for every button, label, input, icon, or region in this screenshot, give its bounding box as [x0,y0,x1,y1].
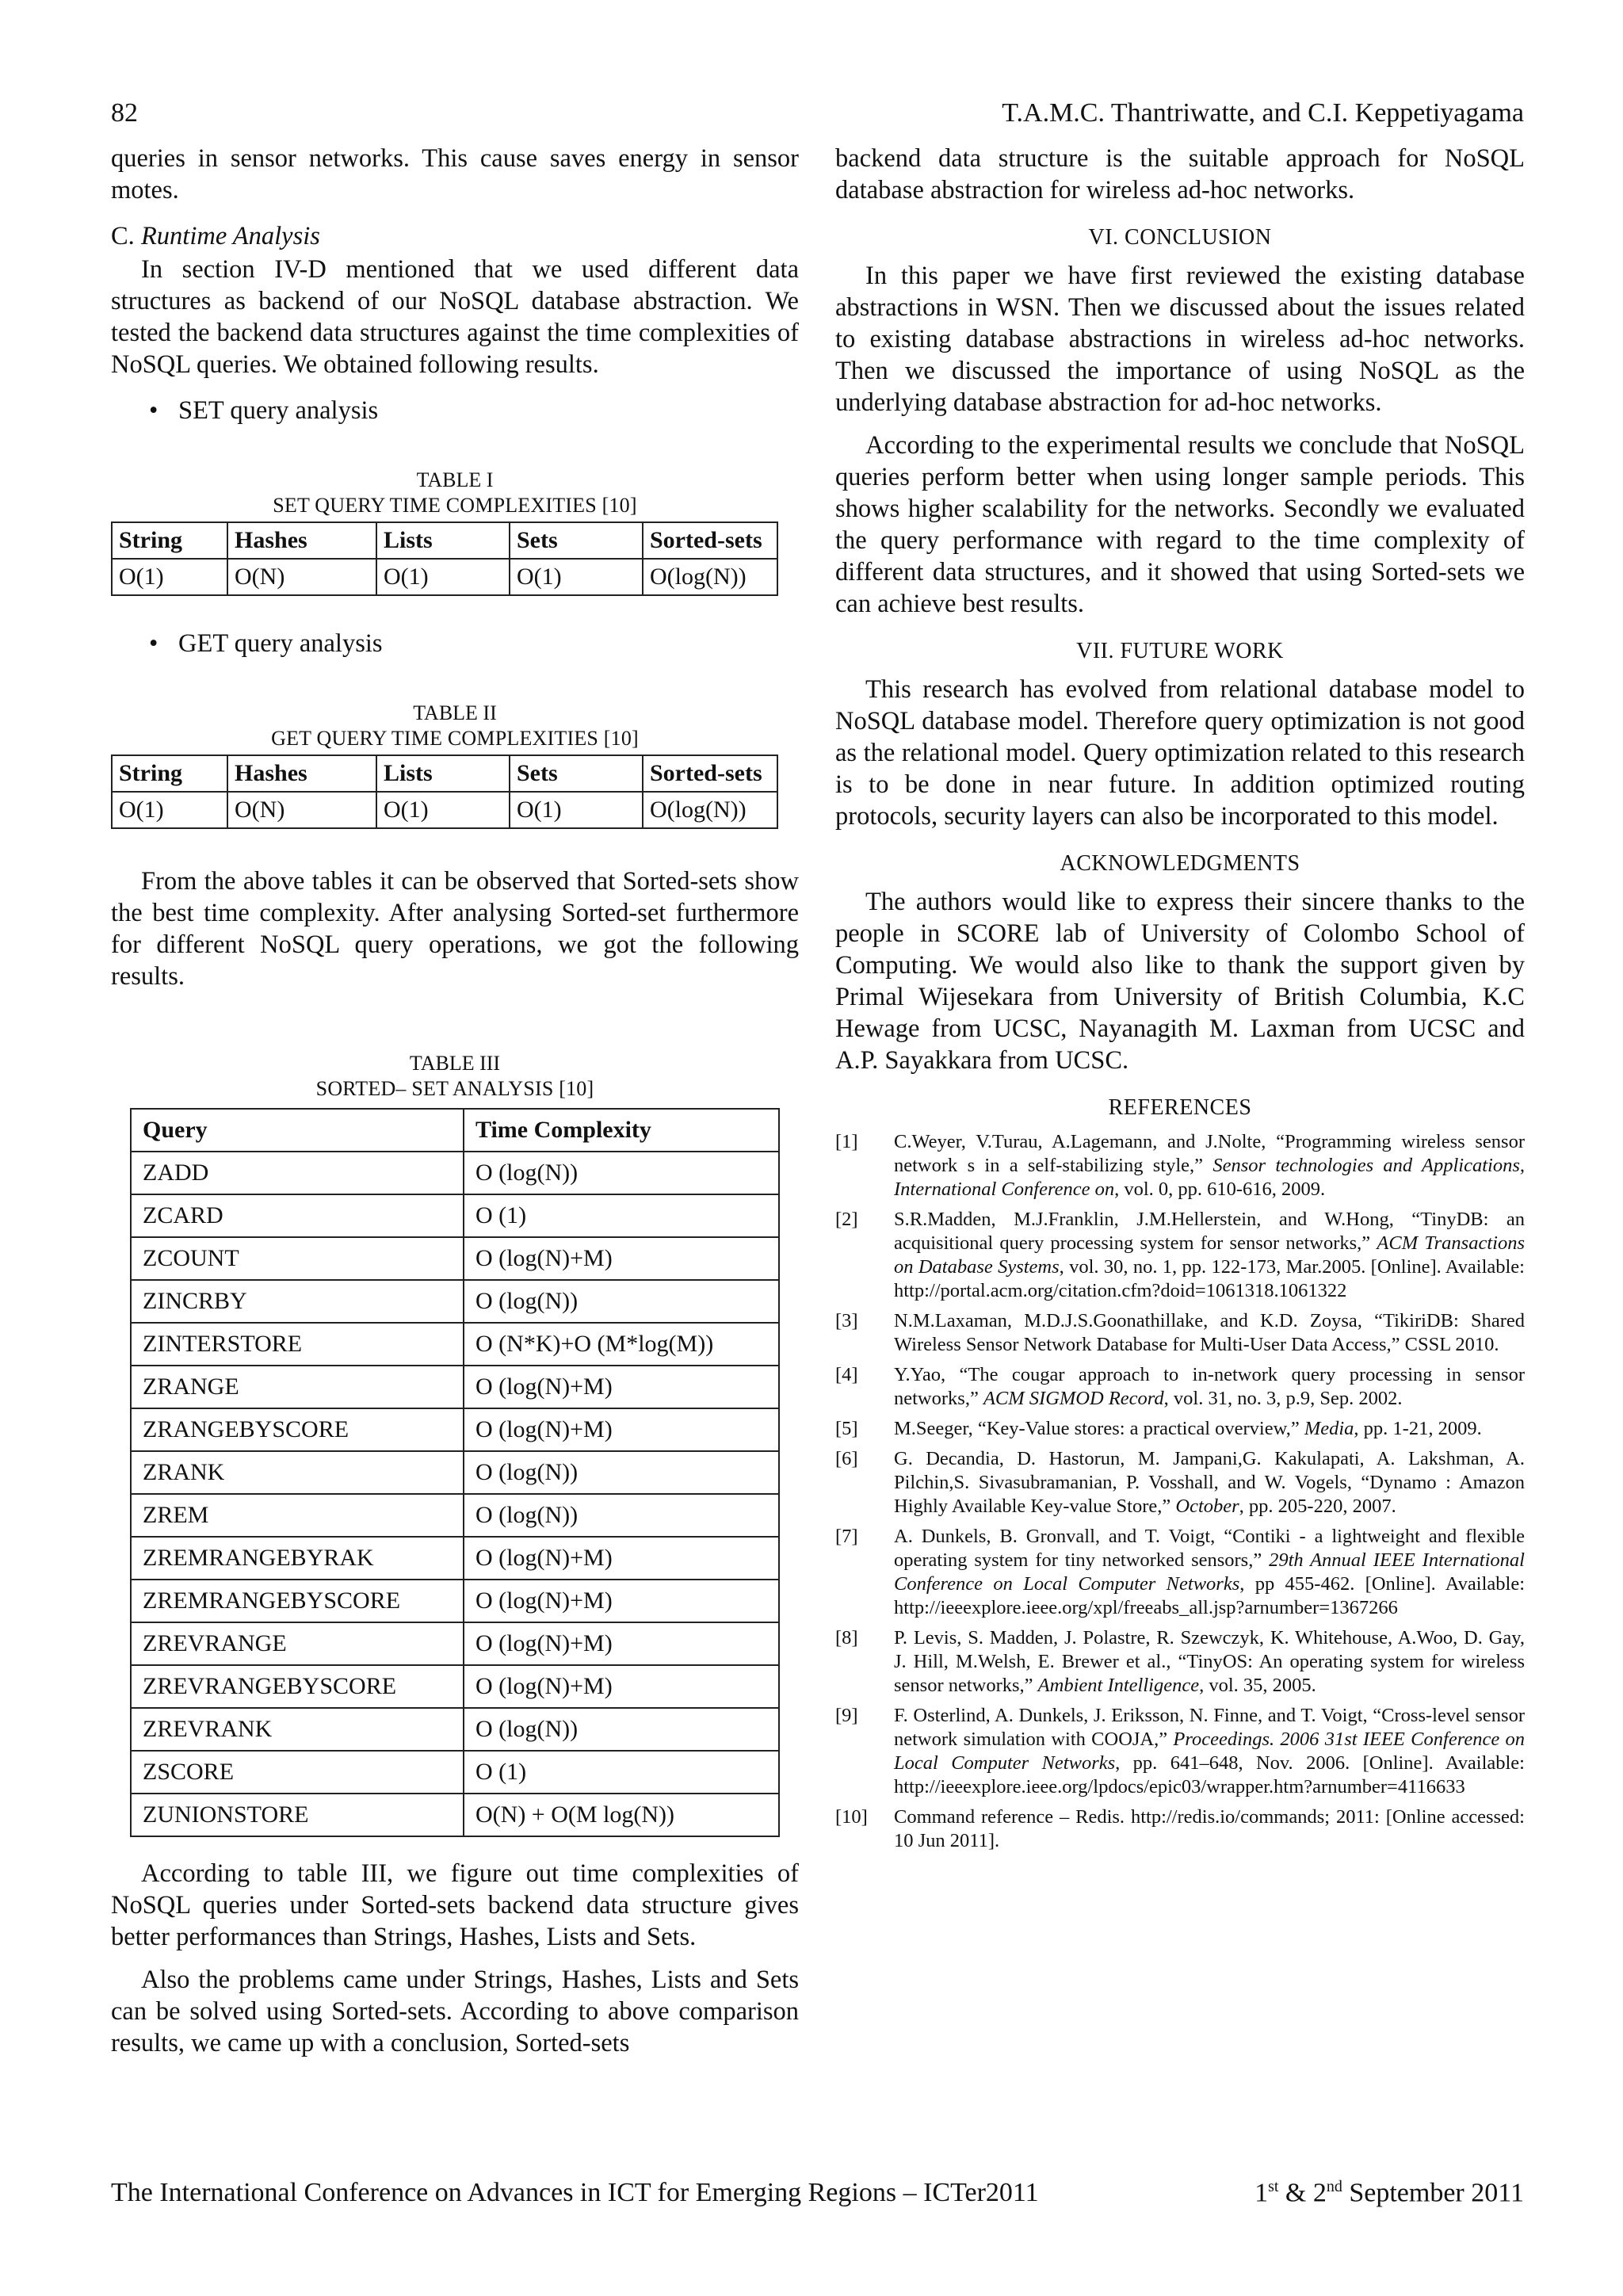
table-cell: Hashes [227,522,376,559]
reference-number: [8] [835,1627,858,1648]
reference-item [835,1130,1525,1201]
table-cell: O (1) [464,1194,779,1237]
table-cell: O (log(N)+M) [464,1408,779,1451]
table-cell: String [112,522,227,559]
table-cell: ZREMRANGEBYSCORE [131,1580,464,1622]
table-cell: ZRANGE [131,1366,464,1408]
running-header-authors: T.A.M.C. Thantriwatte, and C.I. Keppetiyagama [1002,98,1524,128]
reference-text: F. Osterlind, A. Dunkels, J. Eriksson, N. Finne, and T. Voigt, “Cross-level sensor network simulation with COOJA,” [894,1705,1525,1750]
table-row [131,1708,779,1751]
table-cell: O(log(N)) [643,559,777,595]
date-sup2: nd [1326,2178,1342,2195]
table-cell: ZREM [131,1494,464,1537]
table-cell: Lists [376,755,510,792]
table-cell: O (log(N)+M) [464,1665,779,1708]
table-subtitle: SET QUERY TIME COMPLEXITIES [10] [273,494,637,517]
reference-text: Y.Yao, “The cougar approach to in-network query processing in sensor networks,” [894,1364,1525,1409]
reference-item [835,1309,1525,1357]
page-number: 82 [111,98,138,128]
table-cell: O(1) [510,559,643,595]
table-sorted-set-analysis [130,1108,780,1837]
table-cell: ZCARD [131,1194,464,1237]
table-cell: O(1) [510,792,643,828]
table-cell: O (log(N)+M) [464,1622,779,1665]
table-subtitle: SORTED– SET ANALYSIS [10] [315,1077,594,1100]
table-cell: O(N) [227,792,376,828]
section-heading-references: REFERENCES [1108,1095,1252,1120]
table-row [131,1622,779,1665]
reference-number: [3] [835,1310,858,1331]
table-row [131,1494,779,1537]
table-cell: Lists [376,522,510,559]
table-caption: TABLE I [416,468,494,491]
paragraph: This research has evolved from relational database model to NoSQL database model. Therefore query optimization is not good as the relational model. Query optimization related to this research is to be done in near future. In addition optimized routing protocols, security layers can also be incorporated to this model. [835,675,1525,831]
table-cell: O (1) [464,1751,779,1794]
table-row [131,1580,779,1622]
table-caption: TABLE III [409,1052,501,1075]
reference-list [835,1130,1525,1853]
reference-text: Ambient Intelligence [1037,1675,1200,1696]
bullet-list [111,395,799,426]
reference-item [835,1447,1525,1519]
table-cell: O(1) [112,559,227,595]
reference-item [835,1805,1525,1853]
table-cell: O(N) + O(M log(N)) [464,1794,779,1836]
subsection-heading [111,220,799,252]
table-row [131,1537,779,1580]
table-cell: Sorted-sets [643,755,777,792]
table-row [131,1794,779,1836]
reference-item [835,1417,1525,1441]
table-cell: O (log(N)+M) [464,1537,779,1580]
table-row [131,1323,779,1366]
table-row [131,1194,779,1237]
table-cell: O (log(N)+M) [464,1366,779,1408]
table-cell: O (log(N)) [464,1152,779,1194]
subsection-title: Runtime Analysis [140,222,320,250]
table-row [131,1751,779,1794]
reference-item [835,1525,1525,1620]
table-cell: String [112,755,227,792]
table-get-complexities [111,755,778,829]
footer-date [1254,2178,1524,2208]
paragraph: The authors would like to express their sincere thanks to the people in SCORE lab of University of Colombo School of Computing. We would also like to thank the support given by Primal Wijesekara from University of British Columbia, K.C Hewage from UCSC, Nayanagith M. Laxman from UCSC and A.P. Sayakkara from UCSC. [835,888,1525,1075]
reference-text: , pp. 641–648, Nov. 2006. [Online]. Available: http://ieeexplore.ieee.org/lpdocs/epic03/wrapper.htm?arnumber=4116633 [894,1752,1525,1797]
table-cell: ZRANK [131,1451,464,1494]
table-row [131,1408,779,1451]
date-sup1: st [1268,2178,1279,2195]
table-row [131,1152,779,1194]
paragraph: In this paper we have first reviewed the existing database abstractions in WSN. Then we discussed about the issues related to existing database abstractions in wireless ad-hoc networks. Then we discussed the importance of using NoSQL as the underlying database abstraction for ad-hoc networks. [835,262,1525,417]
reference-text: Command reference – Redis. http://redis.io/commands; 2011: [Online accessed: 10 Jun 2011]. [894,1806,1525,1851]
paragraph: queries in sensor networks. This cause saves energy in sensor motes. [111,144,799,204]
table-body [131,1152,779,1836]
table-cell: ZREVRANK [131,1708,464,1751]
table-row [131,1366,779,1408]
section-heading-conclusion: VI. CONCLUSION [1088,225,1272,250]
paragraph: backend data structure is the suitable approach for NoSQL database abstraction for wireless ad-hoc networks. [835,144,1525,204]
section-heading-acknowledgments: ACKNOWLEDGMENTS [1060,851,1300,876]
date-day2: & 2 [1278,2178,1327,2208]
reference-text: M.Seeger, “Key-Value stores: a practical overview,” [894,1418,1304,1439]
bullet-item: • SET query analysis [111,395,799,426]
table-cell: ZRANGEBYSCORE [131,1408,464,1451]
table-cell: O (log(N)+M) [464,1580,779,1622]
table-cell: ZINTERSTORE [131,1323,464,1366]
table-cell: O (log(N)) [464,1451,779,1494]
reference-number: [5] [835,1418,858,1439]
table-row [112,559,777,595]
table-cell: O(N) [227,559,376,595]
right-column [835,143,1525,1859]
reference-number: [10] [835,1806,868,1828]
table-cell: Time Complexity [464,1109,779,1152]
table-row [112,792,777,828]
table-cell: ZREVRANGEBYSCORE [131,1665,464,1708]
table-cell: Hashes [227,755,376,792]
table-header-row [131,1109,779,1152]
subsection-label: C. [111,222,135,250]
paragraph: According to the experimental results we conclude that NoSQL queries perform better when using longer sample periods. This shows higher scalability for the networks. Secondly we evaluated the query performance with regard to the time complexity of different data structures, and it showed that using Sorted-sets we can achieve best results. [835,431,1525,618]
reference-item [835,1626,1525,1698]
reference-text: P. Levis, S. Madden, J. Polastre, R. Szewczyk, K. Whitehouse, A.Woo, D. Gay, J. Hill, M.Welsh, E. Brewer et al., “TinyOS: An operating system for wireless sensor networks,” [894,1627,1525,1696]
table-cell: O (N*K)+O (M*log(M)) [464,1323,779,1366]
paragraph: From the above tables it can be observed that Sorted-sets show the best time complexity. After analysing Sorted-set furthermore for different NoSQL query operations, we got the following results. [111,867,799,991]
table-cell: ZSCORE [131,1751,464,1794]
reference-number: [4] [835,1364,858,1385]
reference-number: [9] [835,1705,858,1726]
reference-number: [7] [835,1526,858,1547]
reference-text: , vol. 30, no. 1, pp. 122-173, Mar.2005. [Online]. Available: http://portal.acm.org/citation.cfm?doid=1061318.1061322 [894,1256,1525,1301]
date-day1: 1 [1254,2178,1269,2208]
section-heading-future-work: VII. FUTURE WORK [1076,639,1284,663]
table-cell: ZUNIONSTORE [131,1794,464,1836]
table-cell: ZREVRANGE [131,1622,464,1665]
table-cell: O (log(N)) [464,1280,779,1323]
reference-text: , pp. 205-220, 2007. [1239,1496,1396,1517]
table-cell: O(1) [376,792,510,828]
table-cell: ZCOUNT [131,1237,464,1280]
reference-text: , vol. 35, 2005. [1199,1675,1316,1696]
table-cell: O (log(N)+M) [464,1237,779,1280]
reference-text: Proceedings. 2006 31st IEEE Conference on Local Computer Networks [894,1729,1525,1774]
table-header-row [112,522,777,559]
reference-item [835,1208,1525,1303]
paragraph: In section IV-D mentioned that we used different data structures as backend of our NoSQL database abstraction. We tested the backend data structures against the time complexities of NoSQL queries. We obtained following results. [111,255,799,379]
reference-text: 29th Annual IEEE International Conference on Local Computer Networks [894,1549,1525,1595]
reference-text: ACM SIGMOD Record [983,1388,1164,1409]
table-cell: O (log(N)) [464,1708,779,1751]
reference-text: , vol. 0, pp. 610-616, 2009. [1114,1179,1326,1200]
table-caption: TABLE II [413,701,497,724]
reference-text: , pp. 1-21, 2009. [1354,1418,1482,1439]
table-cell: Sorted-sets [643,522,777,559]
bullet-item: • GET query analysis [111,628,799,659]
table-cell: O(1) [376,559,510,595]
paragraph: According to table III, we figure out time complexities of NoSQL queries under Sorted-sets backend data structure gives better performances than Strings, Hashes, Lists and Sets. [111,1859,799,1951]
table-cell: Sets [510,522,643,559]
table-row [131,1237,779,1280]
reference-item [835,1363,1525,1411]
table-cell: Sets [510,755,643,792]
bullet-list [111,628,799,659]
table-header-row [112,755,777,792]
reference-text: , vol. 31, no. 3, p.9, Sep. 2002. [1163,1388,1403,1409]
table-cell: ZINCRBY [131,1280,464,1323]
reference-text: N.M.Laxaman, M.D.J.S.Goonathillake, and K.D. Zoysa, “TikiriDB: Shared Wireless Sensor Network Database for Multi-User Data Access,” CSSL 2010. [894,1310,1525,1355]
reference-text: October [1175,1496,1239,1517]
table-cell: O(log(N)) [643,792,777,828]
reference-text: A. Dunkels, B. Gronvall, and T. Voigt, “Contiki - a lightweight and flexible operating system for tiny networked sensors,” [894,1526,1525,1571]
paragraph: Also the problems came under Strings, Hashes, Lists and Sets can be solved using Sorted-sets. According to above comparison results, we came up with a conclusion, Sorted-sets [111,1966,799,2057]
reference-number: [6] [835,1448,858,1469]
table-cell: Query [131,1109,464,1152]
left-column [111,143,799,2070]
table-row [131,1451,779,1494]
reference-text: , pp 455-462. [Online]. Available: http://ieeexplore.ieee.org/xpl/freeabs_all.jsp?arnumber=1367266 [894,1573,1526,1618]
date-month-year: September 2011 [1342,2178,1524,2208]
reference-item [835,1704,1525,1799]
table-cell: O (log(N)) [464,1494,779,1537]
reference-text: S.R.Madden, M.J.Franklin, J.M.Hellerstein, and W.Hong, “TinyDB: an acquisitional query processing system for sensor networks,” [894,1209,1525,1254]
table-cell: ZADD [131,1152,464,1194]
table-row [131,1280,779,1323]
table-subtitle: GET QUERY TIME COMPLEXITIES [10] [271,727,639,750]
table-row [131,1665,779,1708]
reference-number: [1] [835,1131,858,1152]
table-cell: ZREMRANGEBYRAK [131,1537,464,1580]
table-cell: O(1) [112,792,227,828]
reference-text: C.Weyer, V.Turau, A.Lagemann, and J.Nolte, “Programming wireless sensor network s in a self-stabilizing style,” [894,1131,1525,1176]
footer-conference: The International Conference on Advances in ICT for Emerging Regions – ICTer2011 [111,2178,1039,2207]
reference-text: ACM Transactions on Database Systems [894,1232,1525,1278]
table-set-complexities [111,521,778,596]
reference-text: G. Decandia, D. Hastorun, M. Jampani,G. Kakulapati, A. Lakshman, A. Pilchin,S. Sivasubramanian, P. Vosshall, and W. Vogels, “Dynamo : Amazon Highly Available Key-value Store,” [894,1448,1525,1517]
reference-text: Media [1304,1418,1354,1439]
reference-number: [2] [835,1209,858,1230]
reference-text: Sensor technologies and Applications, International Conference on [894,1155,1526,1200]
